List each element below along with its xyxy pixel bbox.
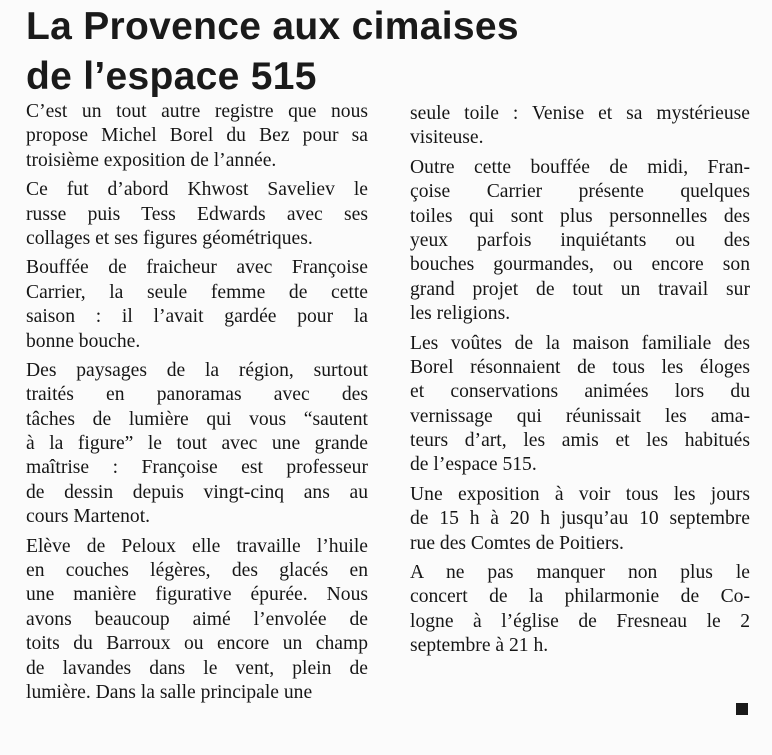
text-line: Carrier, la seule femme de cette [26,281,368,303]
text-line: Bouffée de fraicheur avec Françoise [26,257,368,279]
text-line: troisième exposition de l’année. [26,149,277,171]
text-line: Elève de Peloux elle travaille l’huile [26,535,368,557]
article-paragraph [410,156,750,327]
article-paragraph [410,561,750,659]
text-line: septembre à 21 h. [410,635,549,657]
text-line: avons beaucoup aimé l’envolée de [26,608,368,630]
headline-line-2: de l’espace 515 [26,55,317,98]
article-paragraph [410,102,750,151]
text-line: et conservations animées lors du [410,381,750,403]
text-line: de l’espace 515. [410,454,537,476]
text-line: de dessin depuis vingt-cinq ans au [26,481,368,503]
text-line: russe puis Tess Edwards avec ses [26,203,368,225]
text-line: Des paysages de la région, surtout [26,359,368,381]
text-line: yeux parfois inquiétants ou des [410,229,750,251]
text-line: collages et ses figures géométriques. [26,227,313,249]
text-line: seule toile : Venise et sa mystérieuse [410,103,750,124]
text-line: çoise Carrier présente quelques [410,181,750,203]
text-line: propose Michel Borel du Bez pour sa [26,125,368,147]
text-line: les religions. [410,303,511,325]
text-line: C’est un tout autre registre que nous [26,101,368,122]
article-headline [26,2,746,102]
article-paragraph [26,178,368,251]
text-line: en couches légères, des glacés en [26,560,368,582]
headline-line-1: La Provence aux cimaises [26,5,519,48]
text-line: de lavandes dans le vent, plein de [26,657,368,679]
text-line: traités en panoramas avec des [26,384,368,406]
text-line: Ce fut d’abord Khwost Saveliev le [26,179,368,201]
text-line: visiteuse. [410,127,484,149]
text-line: lumière. Dans la salle principale une [26,681,313,703]
text-line: Borel résonnaient de tous les éloges [410,356,750,378]
text-line: toiles qui sont plus personnelles des [410,205,750,227]
text-line: saison : il l’avait gardée pour la [26,306,368,328]
text-line: cours Martenot. [26,506,151,528]
article-paragraph [26,359,368,530]
text-line: toits du Barroux ou encore un champ [26,633,368,655]
text-line: bonne bouche. [26,330,141,352]
text-line: Les voûtes de la maison familiale des [410,332,750,354]
text-line: à la figure” le tout avec une grande [26,433,368,455]
article-paragraph [26,256,368,354]
left-column [26,100,368,710]
text-line: grand projet de tout un travail sur [410,278,750,300]
text-line: tâches de lumière qui vous “sautent [26,408,368,430]
text-line: une manière figurative épurée. Nous [26,584,368,606]
text-line: rue des Comtes de Poitiers. [410,532,624,554]
article-paragraph [26,535,368,706]
text-line: logne à l’église de Fresneau le 2 [410,610,750,632]
article-paragraph [26,100,368,173]
text-line: teurs d’art, les amis et les habitués [410,430,750,452]
article-paragraph [410,332,750,478]
text-line: maîtrise : Françoise est professeur [26,457,368,479]
text-line: A ne pas manquer non plus le [410,562,750,584]
text-line: bouches gourmandes, ou encore son [410,254,750,276]
text-line: de 15 h à 20 h jusqu’au 10 septembre [410,508,750,530]
text-line: vernissage qui réunissait les ama- [410,405,750,427]
text-line: Outre cette bouffée de midi, Fran- [410,156,750,178]
end-of-article-mark [736,703,748,715]
article-paragraph [410,483,750,556]
text-line: concert de la philarmonie de Co- [410,586,750,608]
text-line: Une exposition à voir tous les jours [410,483,750,505]
right-column [410,102,750,664]
